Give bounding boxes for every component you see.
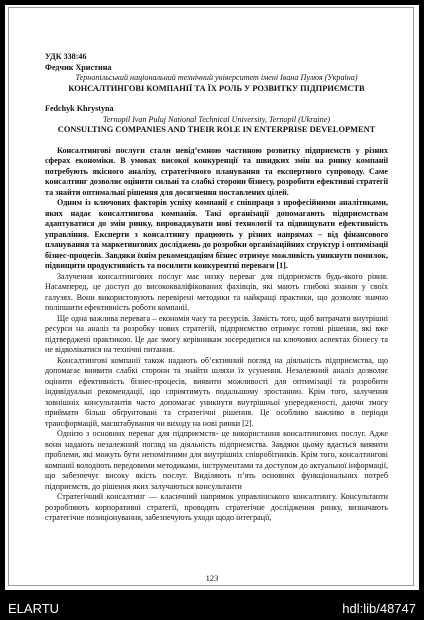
abstract-paragraph: Одним із ключових факторів успіху компанії є співпраця з професійними аналітиками, яких надає консалтингова компанія. Такі організації допомагають підприємствам адаптуватися до змін ринку, впроваджувати нові технології та підвищувати ефективність управління. Експерти з консалтингу працюють у різних напрямах – від фінансового планування та маркетингових досліджень до розробки організаційних структур і оптимізації бізнес-процесів. Завдяки їхнім рекомендаціям бізнес отримує можливість уникнути помилок, підвищити продуктивність та посилити конкурентні переваги [1]. <box>45 198 388 270</box>
body-paragraph: Консалтингові компанії також надають об’єктивний погляд на діяльність підприємства, що допомагає виявити слабкі сторони та знайти шляхи їх усунення. Незалежний аналіз дозволяє оцінити ефективність бізнес-процесів, виявити можливості для оптимізації та розробити індивідуальні рекомендації, що сприятимуть подальшому зростанню. Крім того, залучення зовнішніх консультантів часто допомагає уникнути внутрішньої упередженості, даючи змогу приймати більш обґрунтовані та стратегічні рішення. Це особливо важливо в періоди трансформацій, масштабування чи виходу на нові ринки [2]. <box>45 355 388 428</box>
footer-handle-label: hdl:lib/48747 <box>342 601 416 616</box>
title-en: CONSULTING COMPANIES AND THEIR ROLE IN ENTERPRISE DEVELOPMENT <box>57 125 376 134</box>
article-content <box>45 52 388 524</box>
page-number: 123 <box>205 573 219 583</box>
document-page <box>5 5 419 590</box>
udc-code: УДК 338:46 <box>45 52 87 61</box>
abstract-paragraph: Консалтингові послуги стали невід’ємною частиною розвитку підприємств у різних сферах економіки. В умовах високої конкуренції та швидких змін на ринку компанії потребують якісного аналізу, стратегічного планування та експертного супроводу. Саме консалтинг дозволяє оцінити сильні та слабкі сторони бізнесу, розробити ефективні стратегії та знайти оптимальні рішення для досягнення поставлених цілей. <box>45 145 388 197</box>
body-paragraph: Стратегічний консалтинг — класичний напрямок управлінського консалтингу. Консультанти розробляють корпоративні стратегії, проводять стратегічне дослідження ринку, визначають стратегічне позиціонування, забезпечують уходи щодо інтеграції, <box>45 492 388 522</box>
title-ua: КОНСАЛТИНГОВІ КОМПАНІЇ ТА ЇХ РОЛЬ У РОЗВИТКУ ПІДПРИЄМСТВ <box>68 83 365 93</box>
body-paragraph: Залучення консалтингових послуг має низку переваг для підприємств будь-якого рівня. Насамперед, це доступ до висококваліфікованих фахівців, які мають глибокі знання у своїх галузях. Вони використовують перевірені методики та найкращі практики, що дозволяє значно поліпшити ефективність роботи компанії. <box>45 271 388 312</box>
author-en: Fedchyk Khrystyna <box>45 104 114 113</box>
body-paragraph: Однією з основних переваг для підприємств- це використання консалтингових послуг. Адже вони надають незалежний погляд на діяльність підприємства. Завдяки цьому вдається виявити проблеми, які можуть бути непомітними для внутрішніх співробітників. Крім того, консалтингові компанії володіють передовими методиками, інструментами та доступом до актуальної інформації, що забезпечує високу якість послуг. Виділяють п’ять основних функціональних потреб підприємств, до рішення яких залучаються консультанти <box>45 429 388 491</box>
affiliation-en: Ternopil Ivan Puluj National Technical University, Ternopil (Ukraine) <box>102 114 331 124</box>
author-ua: Федчик Христина <box>45 62 112 72</box>
affiliation-ua: Тернопільський національний технічний університет імені Івана Пулюя (Україна) <box>75 73 358 82</box>
footer-bar <box>0 590 424 620</box>
body-paragraph: Ще одна важлива перевага – економія часу та ресурсів. Замість того, щоб витрачати внутрішні ресурси на аналіз та розробку нових стратегій, підприємство отримує готові рішення, які вже підтверджені практикою. Це дає змогу керівникам зосередитися на ключових аспектах бізнесу та не відволікатися на технічні питання. <box>45 313 388 354</box>
footer-repository-label: ELARTU <box>8 601 60 616</box>
